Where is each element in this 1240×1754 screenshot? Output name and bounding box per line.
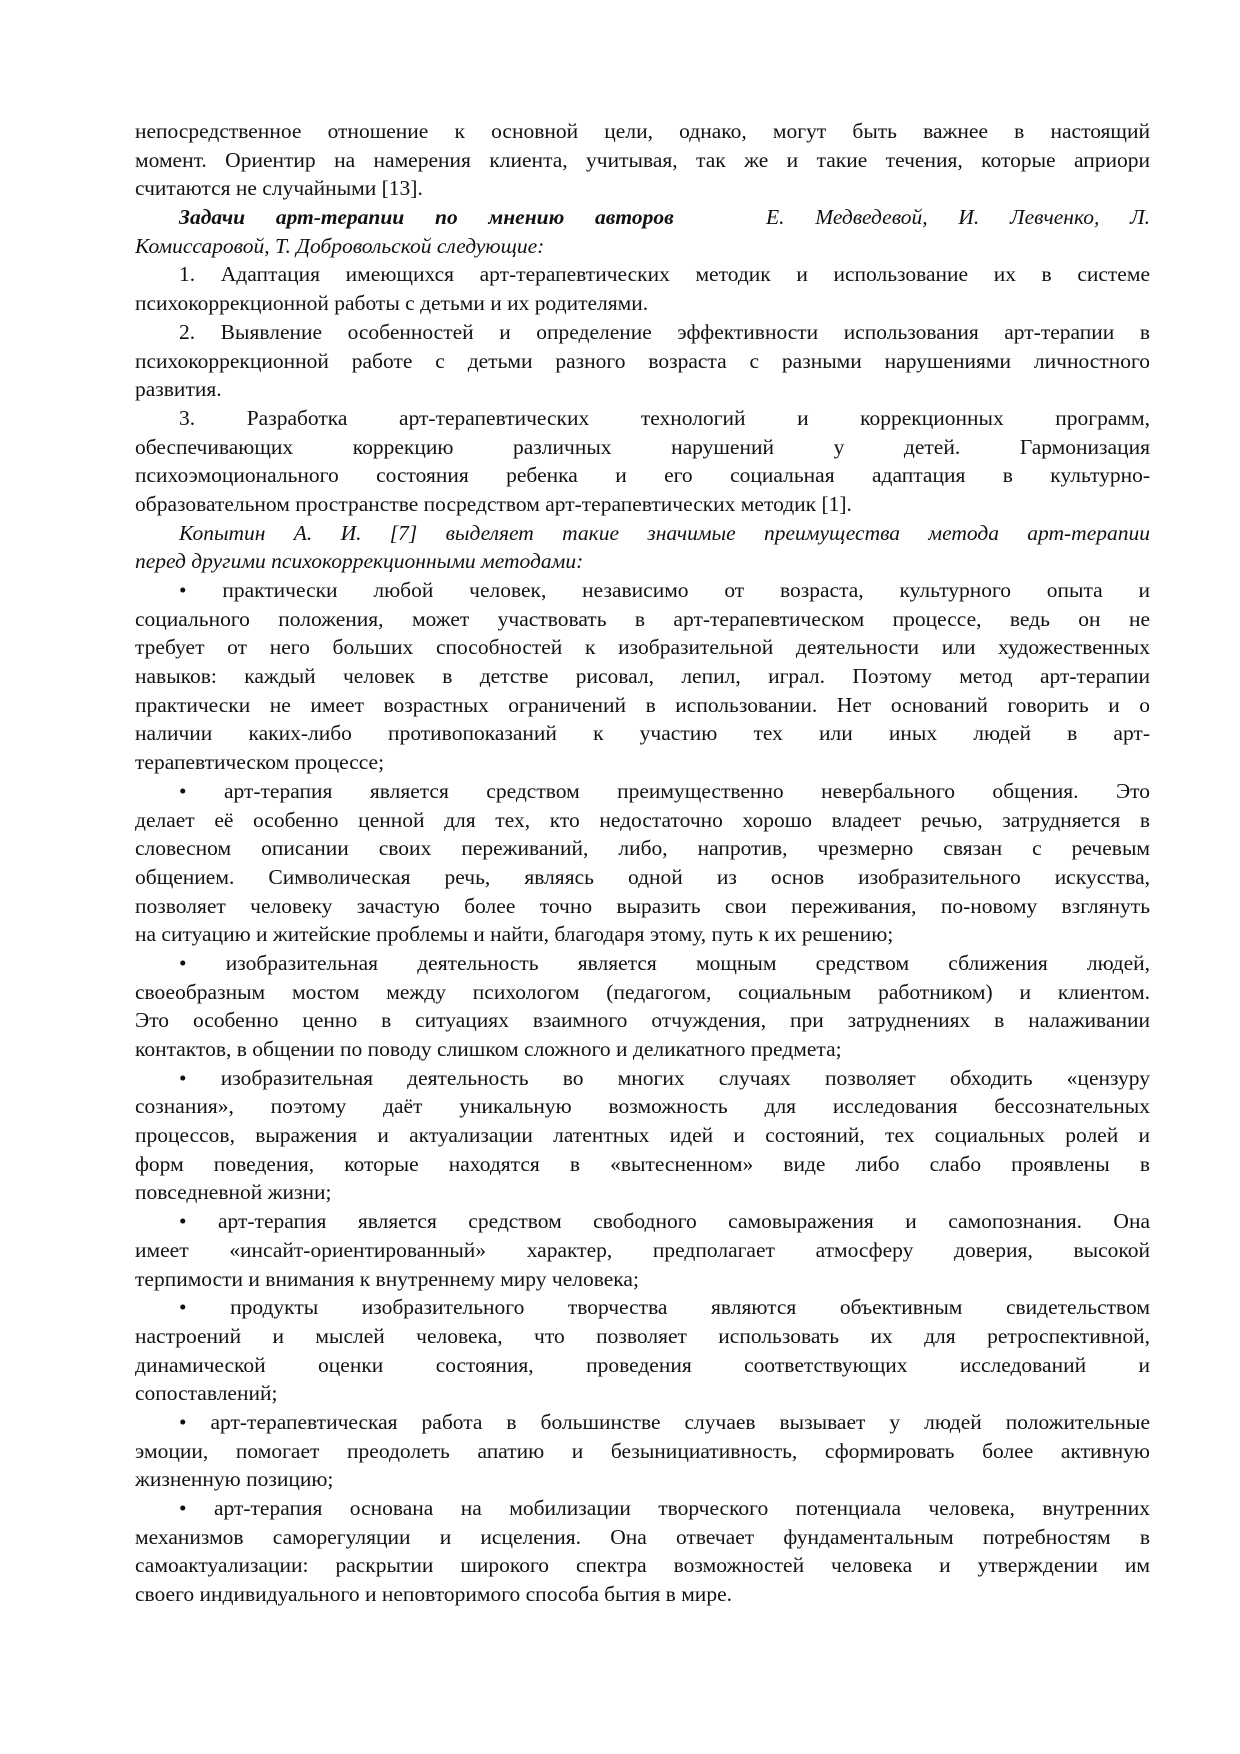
text-line: словесном описании своих переживаний, либо, напротив, чрезмерно связан с речевым [135, 836, 1150, 861]
paragraph-intro [135, 117, 1150, 203]
text-line: • арт-терапия является средством свободного самовыражения и самопознания. Она [179, 1209, 1150, 1234]
text-line: сознания», поэтому даёт уникальную возможность для исследования бессознательных [135, 1094, 1150, 1119]
text-line: делает её особенно ценной для тех, кто недостаточно хорошо владеет речью, затрудняется в [135, 807, 1150, 832]
text-line: непосредственное отношение к основной цели, однако, могут быть важнее в настоящий [135, 119, 1150, 143]
text-line: 2. Выявление особенностей и определение эффективности использования арт-терапии в [179, 319, 1150, 344]
text-line: • изобразительная деятельность является мощным средством сближения людей, [179, 950, 1150, 975]
paragraph-task-3 [135, 404, 1150, 519]
text-line: требует от него больших способностей к изобразительной деятельности или художественных [135, 635, 1150, 660]
text-line: настроений и мыслей человека, что позволяет использовать их для ретроспективной, [135, 1323, 1150, 1348]
text-line: • арт-терапевтическая работа в большинстве случаев вызывает у людей положительные [179, 1409, 1150, 1434]
text-line: терапевтическом процессе; [135, 750, 385, 775]
text-line: на ситуацию и житейские проблемы и найти, благодаря этому, путь к их решению; [135, 922, 894, 947]
text-line: наличии каких-либо противопоказаний к участию тех или иных людей в арт- [135, 721, 1150, 746]
text-line: момент. Ориентир на намерения клиента, учитывая, так же и такие течения, которые априори [135, 147, 1150, 172]
paragraph-task-1 [135, 260, 1150, 317]
text-line: механизмов саморегуляции и исцеления. Она отвечает фундаментальным потребностям в [135, 1524, 1150, 1549]
text-line: социального положения, может участвовать в арт-терапевтическом процессе, ведь он не [135, 606, 1150, 631]
paragraph-tasks-heading [135, 203, 1150, 260]
text-line: практически не имеет возрастных ограничений в использовании. Нет оснований говорить и о [135, 692, 1150, 717]
text-line: Копытин А. И. [7] выделяет такие значимые преимущества метода арт-терапии [179, 520, 1150, 545]
tasks-heading-bold: Задачи арт-терапии по мнению авторов [179, 205, 674, 230]
text-line: эмоции, помогает преодолеть апатию и безынициативность, сформировать более активную [135, 1438, 1150, 1463]
text-line: общением. Символическая речь, являясь одной из основ изобразительного искусства, [135, 864, 1150, 889]
bullet-item [135, 1408, 1150, 1494]
text-line: позволяет человеку зачастую более точно выразить свои переживания, по-новому взглянуть [135, 893, 1150, 918]
paragraph-kopytin [135, 519, 1150, 576]
text-line: Комиссаровой, Т. Добровольской следующие: [135, 233, 545, 258]
text-line: перед другими психокоррекционными методами: [135, 549, 584, 574]
document-page [135, 117, 1150, 1609]
text-line: • изобразительная деятельность во многих случаях позволяет обходить «цензуру [179, 1065, 1150, 1090]
text-line: развития. [135, 377, 222, 402]
text-line: жизненную позицию; [135, 1467, 334, 1492]
text-line: • арт-терапия является средством преимущественно невербального общения. Это [179, 778, 1150, 803]
bullet-item [135, 576, 1150, 777]
paragraph-task-2 [135, 318, 1150, 404]
text-line: психокоррекционной работе с детьми разного возраста с разными нарушениями личностного [135, 348, 1150, 373]
text-line: психокоррекционной работы с детьми и их родителями. [135, 291, 649, 316]
text-line: обеспечивающих коррекцию различных нарушений у детей. Гармонизация [135, 434, 1150, 459]
bullet-item [135, 1494, 1150, 1609]
text-line [135, 203, 1150, 232]
text-line: • практически любой человек, независимо от возраста, культурного опыта и [179, 578, 1150, 602]
text-line: процессов, выражения и актуализации латентных идей и состояний, тех социальных ролей и [135, 1123, 1150, 1148]
text-line: повседневной жизни; [135, 1180, 332, 1205]
text-line: • продукты изобразительного творчества являются объективным свидетельством [179, 1295, 1150, 1320]
text-line: динамической оценки состояния, проведения соответствующих исследований и [135, 1352, 1150, 1377]
text-line: своего индивидуального и неповторимого способа бытия в мире. [135, 1582, 732, 1607]
bullet-item [135, 1064, 1150, 1207]
text-line: навыков: каждый человек в детстве рисовал, лепил, играл. Поэтому метод арт-терапии [135, 664, 1150, 689]
text-line: контактов, в общении по поводу слишком сложного и деликатного предмета; [135, 1037, 842, 1061]
text-line: Это особенно ценно в ситуациях взаимного отчуждения, при затруднениях в налаживании [135, 1008, 1150, 1033]
bullet-item [135, 777, 1150, 949]
text-line: 3. Разработка арт-терапевтических технологий и коррекционных программ, [179, 405, 1150, 430]
text-line: образовательном пространстве посредством арт-терапевтических методик [1]. [135, 491, 852, 516]
bullet-item [135, 1293, 1150, 1408]
tasks-authors: Е. Медведевой, И. Левченко, Л. [765, 205, 1150, 230]
bullet-item [135, 949, 1150, 1064]
text-line: психоэмоционального состояния ребенка и его социальная адаптация в культурно- [135, 463, 1150, 488]
text-line: терпимости и внимания к внутреннему миру человека; [135, 1266, 639, 1291]
text-line: имеет «инсайт-ориентированный» характер, предполагает атмосферу доверия, высокой [135, 1237, 1150, 1262]
bullet-item [135, 1207, 1150, 1293]
text-line: своеобразным мостом между психологом (педагогом, социальным работником) и клиентом. [135, 979, 1150, 1004]
text-line: 1. Адаптация имеющихся арт-терапевтических методик и использование их в системе [179, 262, 1150, 287]
text-line: • арт-терапия основана на мобилизации творческого потенциала человека, внутренних [179, 1496, 1150, 1520]
text-line: считаются не случайными [13]. [135, 176, 423, 201]
text-line: сопоставлений; [135, 1381, 278, 1406]
text-line: форм поведения, которые находятся в «вытесненном» виде либо слабо проявлены в [135, 1151, 1150, 1176]
text-line: самоактуализации: раскрытии широкого спектра возможностей человека и утверждении им [135, 1553, 1150, 1578]
